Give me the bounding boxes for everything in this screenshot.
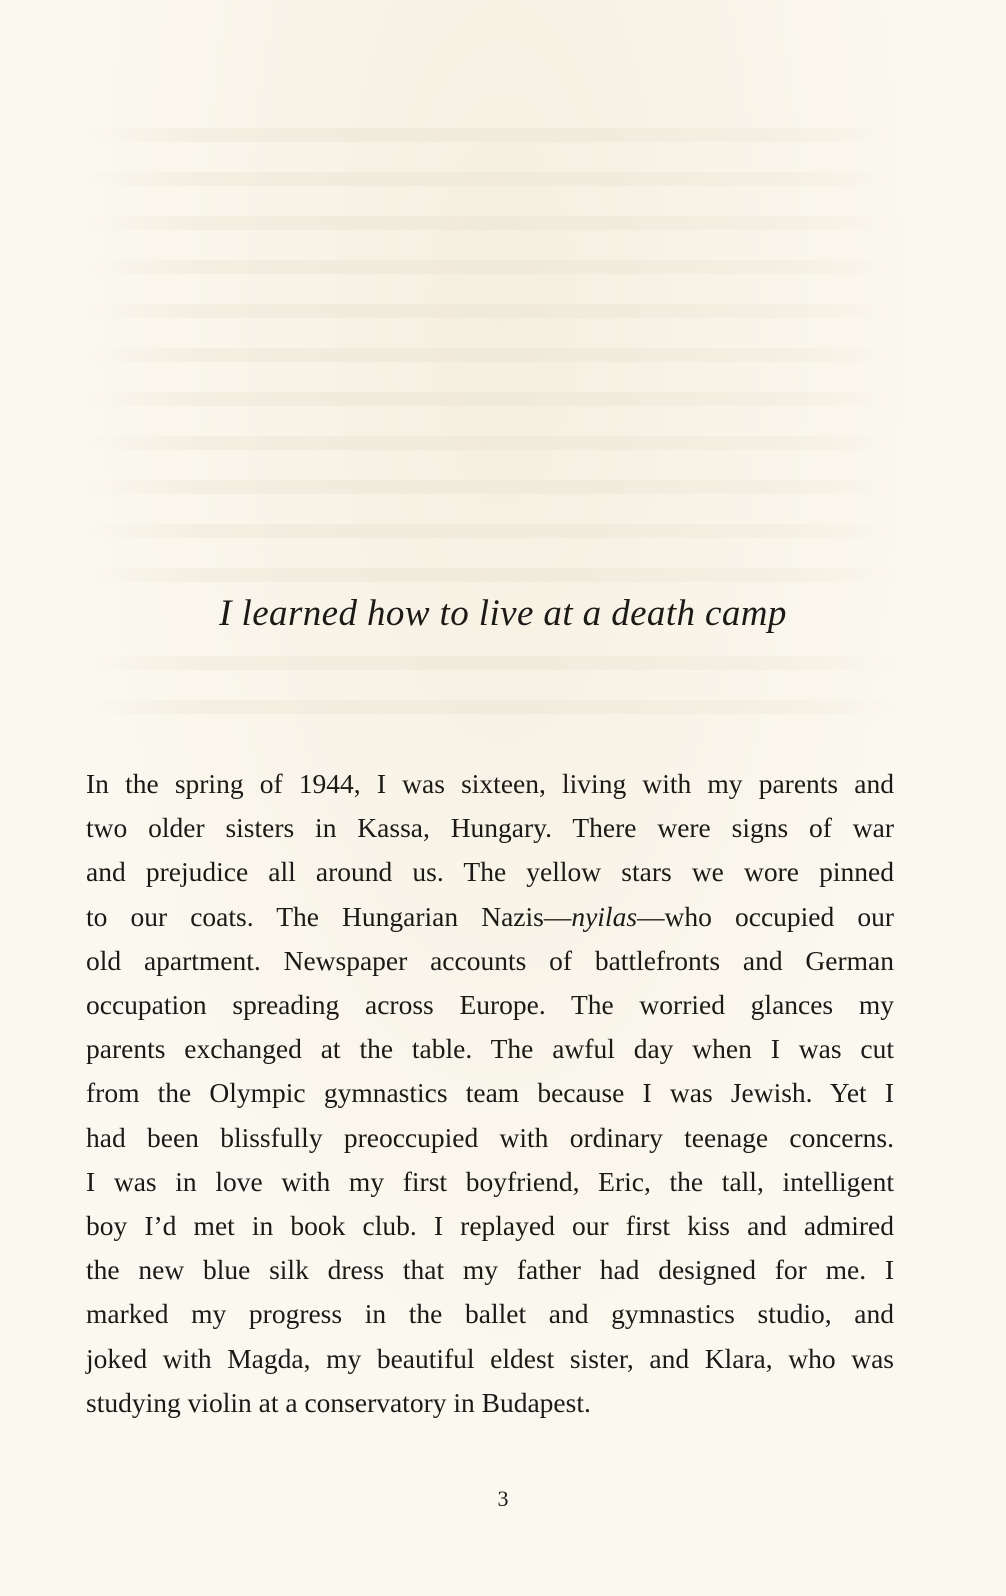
show-through-text — [86, 524, 901, 538]
body-line: two older sisters in Kassa, Hungary. There were signs of war — [86, 812, 894, 844]
body-line: had been blissfully preoccupied with ordinary teenage concerns. — [86, 1121, 894, 1153]
body-line — [86, 895, 894, 939]
show-through-text — [86, 348, 901, 362]
body-line-text: —who occupied our — [637, 900, 894, 932]
body-line: from the Olympic gymnastics team because I was Jewish. Yet I — [86, 1077, 894, 1109]
show-through-text — [86, 304, 901, 318]
chapter-title: I learned how to live at a death camp — [219, 593, 787, 634]
body-line-text: to our coats. The Hungarian Nazis— — [86, 900, 572, 932]
body-line: and prejudice all around us. The yellow stars we wore pinned — [86, 856, 894, 888]
show-through-text — [86, 392, 901, 406]
body-line: the new blue silk dress that my father had designed for me. I — [86, 1254, 894, 1286]
body-line: studying violin at a conservatory in Budapest. — [86, 1386, 591, 1418]
body-line: boy I’d met in book club. I replayed our first kiss and admired — [86, 1210, 894, 1242]
show-through-text — [86, 260, 901, 274]
body-line: old apartment. Newspaper accounts of battlefronts and German — [86, 944, 894, 976]
show-through-text — [86, 568, 901, 582]
show-through-text — [86, 128, 901, 142]
body-line: In the spring of 1944, I was sixteen, living with my parents and — [86, 768, 894, 799]
body-line: I was in love with my first boyfriend, Eric, the tall, intelligent — [86, 1165, 894, 1197]
body-line: joked with Magda, my beautiful eldest sister, and Klara, who was — [86, 1342, 894, 1374]
body-paragraph — [86, 762, 894, 1425]
body-line: marked my progress in the ballet and gymnastics studio, and — [86, 1298, 894, 1330]
show-through-text — [86, 480, 901, 494]
show-through-text — [86, 216, 901, 230]
show-through-text — [86, 656, 901, 670]
show-through-text — [86, 172, 901, 186]
show-through-text — [86, 700, 901, 714]
show-through-text — [86, 436, 901, 450]
page-number: 3 — [497, 1486, 509, 1511]
italic-term: nyilas — [571, 900, 638, 932]
body-line: parents exchanged at the table. The awful day when I was cut — [86, 1033, 894, 1065]
body-line: occupation spreading across Europe. The worried glances my — [86, 989, 894, 1021]
